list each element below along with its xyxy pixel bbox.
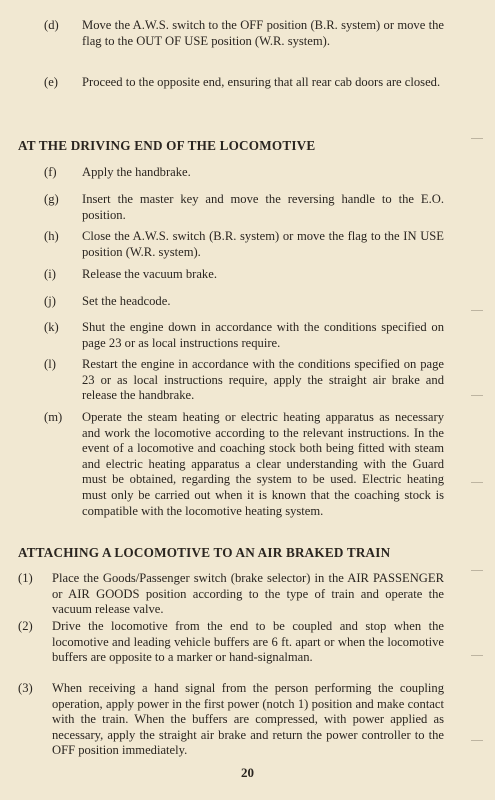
item-text: Move the A.W.S. switch to the OFF position (B.R. system) or move the flag to the OUT OF USE position (W.R. system). [82,18,444,48]
item-text: Drive the locomotive from the end to be coupled and stop when the locomotive and leading vehicle buffers are 6 ft. apart or when the locomotive buffers are opposite to a marker or hand-signalman. [52,619,444,665]
item-text: Proceed to the opposite end, ensuring that all rear cab doors are closed. [82,75,441,89]
item-label: (e) [44,75,58,89]
item-text: Apply the handbrake. [82,165,191,179]
item-label: (f) [44,165,57,179]
item-text: When receiving a hand signal from the person performing the coupling operation, apply power in the first power (notch 1) position and make contact with the train. When the buffers are compressed, with power applied as necessary, apply the straight air brake and return the power controller to the OFF position immediately. [52,681,444,758]
item-text: Close the A.W.S. switch (B.R. system) or move the flag to the IN USE position (W.R. system). [82,229,444,259]
item-text: Insert the master key and move the reversing handle to the E.O. position. [82,192,444,222]
item-label: (d) [44,18,59,32]
margin-mark [471,482,483,483]
instruction-m [44,410,444,519]
item-label: (h) [44,229,59,243]
section-heading-driving-end: AT THE DRIVING END OF THE LOCOMOTIVE [18,138,316,153]
instruction-f [44,165,444,181]
item-text: Operate the steam heating or electric heating apparatus as necessary and work the locomotive according to the relevant instructions. In the event of a locomotive and coaching stock both being fitted with steam and electric heating apparatus a clear understanding with the Guard must be obtained, regarding the system to be used. Electric heating must only be carried out when it is known that the coaching stock is compatible with the locomotive heating system. [82,410,444,518]
instruction-j [44,294,444,310]
item-text: Place the Goods/Passenger switch (brake selector) in the AIR PASSENGER or AIR GOODS position according to the type of train and operate the vacuum release valve. [52,571,444,617]
item-text: Set the headcode. [82,294,171,308]
step-3 [18,681,444,759]
item-label: (j) [44,294,56,308]
item-label: (l) [44,357,56,371]
item-label: (k) [44,320,59,334]
item-label: (3) [18,681,33,695]
item-label: (2) [18,619,33,633]
step-1 [18,571,444,618]
item-text: Release the vacuum brake. [82,267,217,281]
step-2 [18,619,444,666]
item-text: Restart the engine in accordance with the conditions specified on page 23 or as local instructions require, apply the straight air brake and release the handbrake. [82,357,444,403]
margin-mark [471,740,483,741]
margin-mark [471,138,483,139]
instruction-h [44,229,444,260]
margin-mark [471,655,483,656]
margin-mark [471,570,483,571]
instruction-g [44,192,444,223]
margin-mark [471,395,483,396]
instruction-d [44,18,444,49]
item-label: (1) [18,571,33,585]
margin-mark [471,310,483,311]
section-heading-air-braked: ATTACHING A LOCOMOTIVE TO AN AIR BRAKED TRAIN [18,545,391,560]
instruction-k [44,320,444,351]
page-number: 20 [241,765,254,780]
item-label: (i) [44,267,56,281]
item-label: (m) [44,410,63,424]
instruction-l [44,357,444,404]
instruction-i [44,267,444,283]
item-label: (g) [44,192,59,206]
instruction-e [44,75,444,91]
item-text: Shut the engine down in accordance with the conditions specified on page 23 or as local instructions require. [82,320,444,350]
